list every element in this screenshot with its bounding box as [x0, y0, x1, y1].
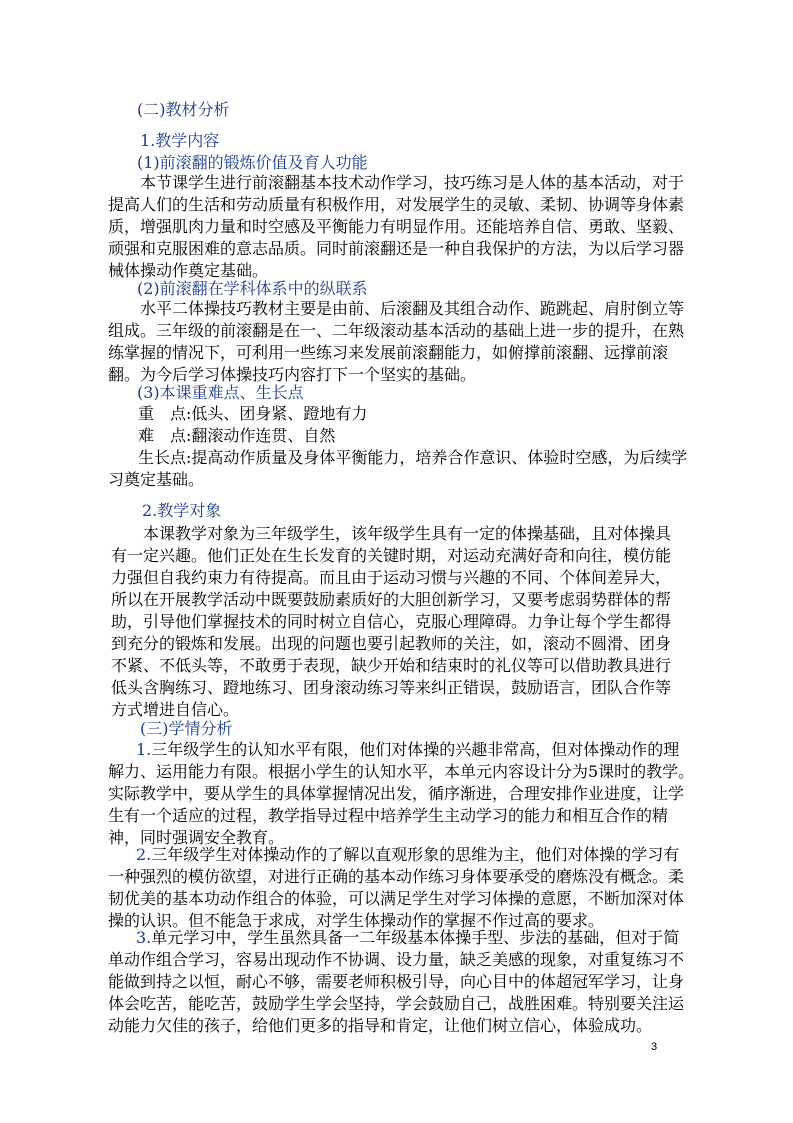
paragraph-line: 神，同时强调安全教育。	[108, 828, 285, 847]
subsection-teaching-content-heading: 1.教学内容	[140, 131, 220, 150]
item-2-heading: (2)前滚翻在学科体系中的纵联系	[137, 279, 368, 298]
section-2-heading: (二)教材分析	[137, 100, 230, 119]
section-3-heading: (三)学情分析	[140, 719, 233, 738]
paragraph-line: 本课教学对象为三年级学生，该年级学生具有一定的体操基础，且对体操具	[143, 524, 672, 543]
paragraph-line: 韧优美的基本功动作组合的体验，可以满足学生对学习体操的意愿，不断加深对体	[108, 889, 685, 908]
item-number: 2.	[136, 845, 152, 864]
page-number: 3	[651, 1041, 658, 1053]
paragraph-line: 助，引导他们掌握技术的同时树立自信心，克服心理障碍。力争让每个学生都得	[111, 612, 672, 631]
difficult-point-line: 难 点:翻滚动作连贯、自然	[138, 426, 336, 445]
paragraph-line: 质，增强肌肉力量和时空感及平衡能力有明显作用。还能培养自信、勇敢、坚毅、	[108, 217, 685, 236]
paragraph-line: 翻。为今后学习体操技巧内容打下一个坚实的基础。	[108, 365, 477, 384]
paragraph-line: 本节课学生进行前滚翻基本技术动作学习，技巧练习是人体的基本活动，对于	[140, 173, 685, 192]
paragraph-line: 组成。三年级的前滚翻是在一、二年级滚动基本活动的基础上进一步的提升，在熟	[108, 321, 685, 340]
key-point-line: 重 点:低头、团身紧、蹬地有力	[138, 404, 368, 423]
paragraph-line: 实际教学中，要从学生的具体掌握情况出发，循序渐进，合理安排作业进度，让学	[108, 784, 685, 803]
item-1-heading: (1)前滚翻的锻炼价值及育人功能	[137, 153, 368, 172]
paragraph-line: 到充分的锻炼和发展。出现的问题也要引起教师的关注，如，滚动不圆滑、团身	[111, 634, 672, 653]
paragraph-line: 操的认识。但不能急于求成，对学生体操动作的掌握不作过高的要求。	[108, 911, 605, 930]
growth-point-line: 生长点:提高动作质量及身体平衡能力，培养合作意识、体验时空感，为后续学	[138, 448, 688, 467]
paragraph-line: 体会吃苦，能吃苦，鼓励学生学会坚持，学会鼓励自己，战胜困难。特别要关注运	[108, 994, 685, 1013]
paragraph-line: 所以在开展教学活动中既要鼓励素质好的大胆创新学习，又要考虑弱势群体的帮	[111, 590, 672, 609]
item-number: 3.	[136, 928, 152, 947]
paragraph-line: 生有一个适应的过程，教学指导过程中培养学生主动学习的能力和相互合作的精	[108, 806, 669, 825]
paragraph-line: 单动作组合学习，容易出现动作不协调、设力量，缺乏美感的现象，对重复练习不	[108, 950, 685, 969]
paragraph-line: 动能力欠佳的孩子，给他们更多的指导和肯定，让他们树立信心，体验成功。	[108, 1016, 653, 1035]
paragraph-line: 顽强和克服困难的意志品质。同时前滚翻还是一种自我保护的方法，为以后学习器	[108, 239, 685, 258]
paragraph-line: 解力、运用能力有限。根据小学生的认知水平，本单元内容设计分为5课时的教学。	[108, 762, 695, 781]
item-number: 1.	[136, 740, 152, 759]
analysis-item-1-line: 1.三年级学生的认知水平有限，他们对体操的兴趣非常高，但对体操动作的理	[136, 740, 680, 759]
paragraph-line: 能做到持之以恒，耐心不够，需要老师积极引导，向心目中的体超冠军学习，让身	[108, 972, 685, 991]
paragraph-line: 不紧、不低头等，不敢勇于表现，缺少开始和结束时的礼仪等可以借助教具进行	[111, 656, 672, 675]
paragraph-line: 习奠定基础。	[108, 470, 205, 489]
paragraph-line: 有一定兴趣。他们正处在生长发育的关键时期，对运动充满好奇和向往，模仿能	[111, 546, 672, 565]
paragraph-line: 方式增进自信心。	[111, 700, 240, 719]
paragraph-line: 练掌握的情况下，可利用一些练习来发展前滚翻能力，如俯撑前滚翻、远撑前滚	[108, 343, 669, 362]
paragraph-line: 低头含胸练习、蹬地练习、团身滚动练习等来纠正错误，鼓励语言，团队合作等	[111, 678, 672, 697]
subsection-teaching-object-heading: 2.教学对象	[142, 501, 222, 520]
paragraph-line: 一种强烈的模仿欲望，对进行正确的基本动作练习身体要承受的磨炼没有概念。柔	[108, 867, 685, 886]
paragraph-line: 提高人们的生活和劳动质量有积极作用，对发展学生的灵敏、柔韧、协调等身体素	[108, 195, 685, 214]
paragraph-line: 械体操动作奠定基础。	[108, 261, 269, 280]
analysis-item-2-line: 2.三年级学生对体操动作的了解以直观形象的思维为主，他们对体操的学习有	[136, 845, 680, 864]
paragraph-line: 力强但自我约束力有待提高。而且由于运动习惯与兴趣的不同、个体间差异大，	[111, 568, 672, 587]
item-3-heading: (3)本课重难点、生长点	[137, 383, 304, 402]
paragraph-line: 水平二体操技巧教材主要是由前、后滚翻及其组合动作、跪跳起、肩肘倒立等	[140, 299, 685, 318]
analysis-item-3-line: 3.单元学习中，学生虽然具备一二年级基本体操手型、步法的基础，但对于简	[136, 928, 680, 947]
